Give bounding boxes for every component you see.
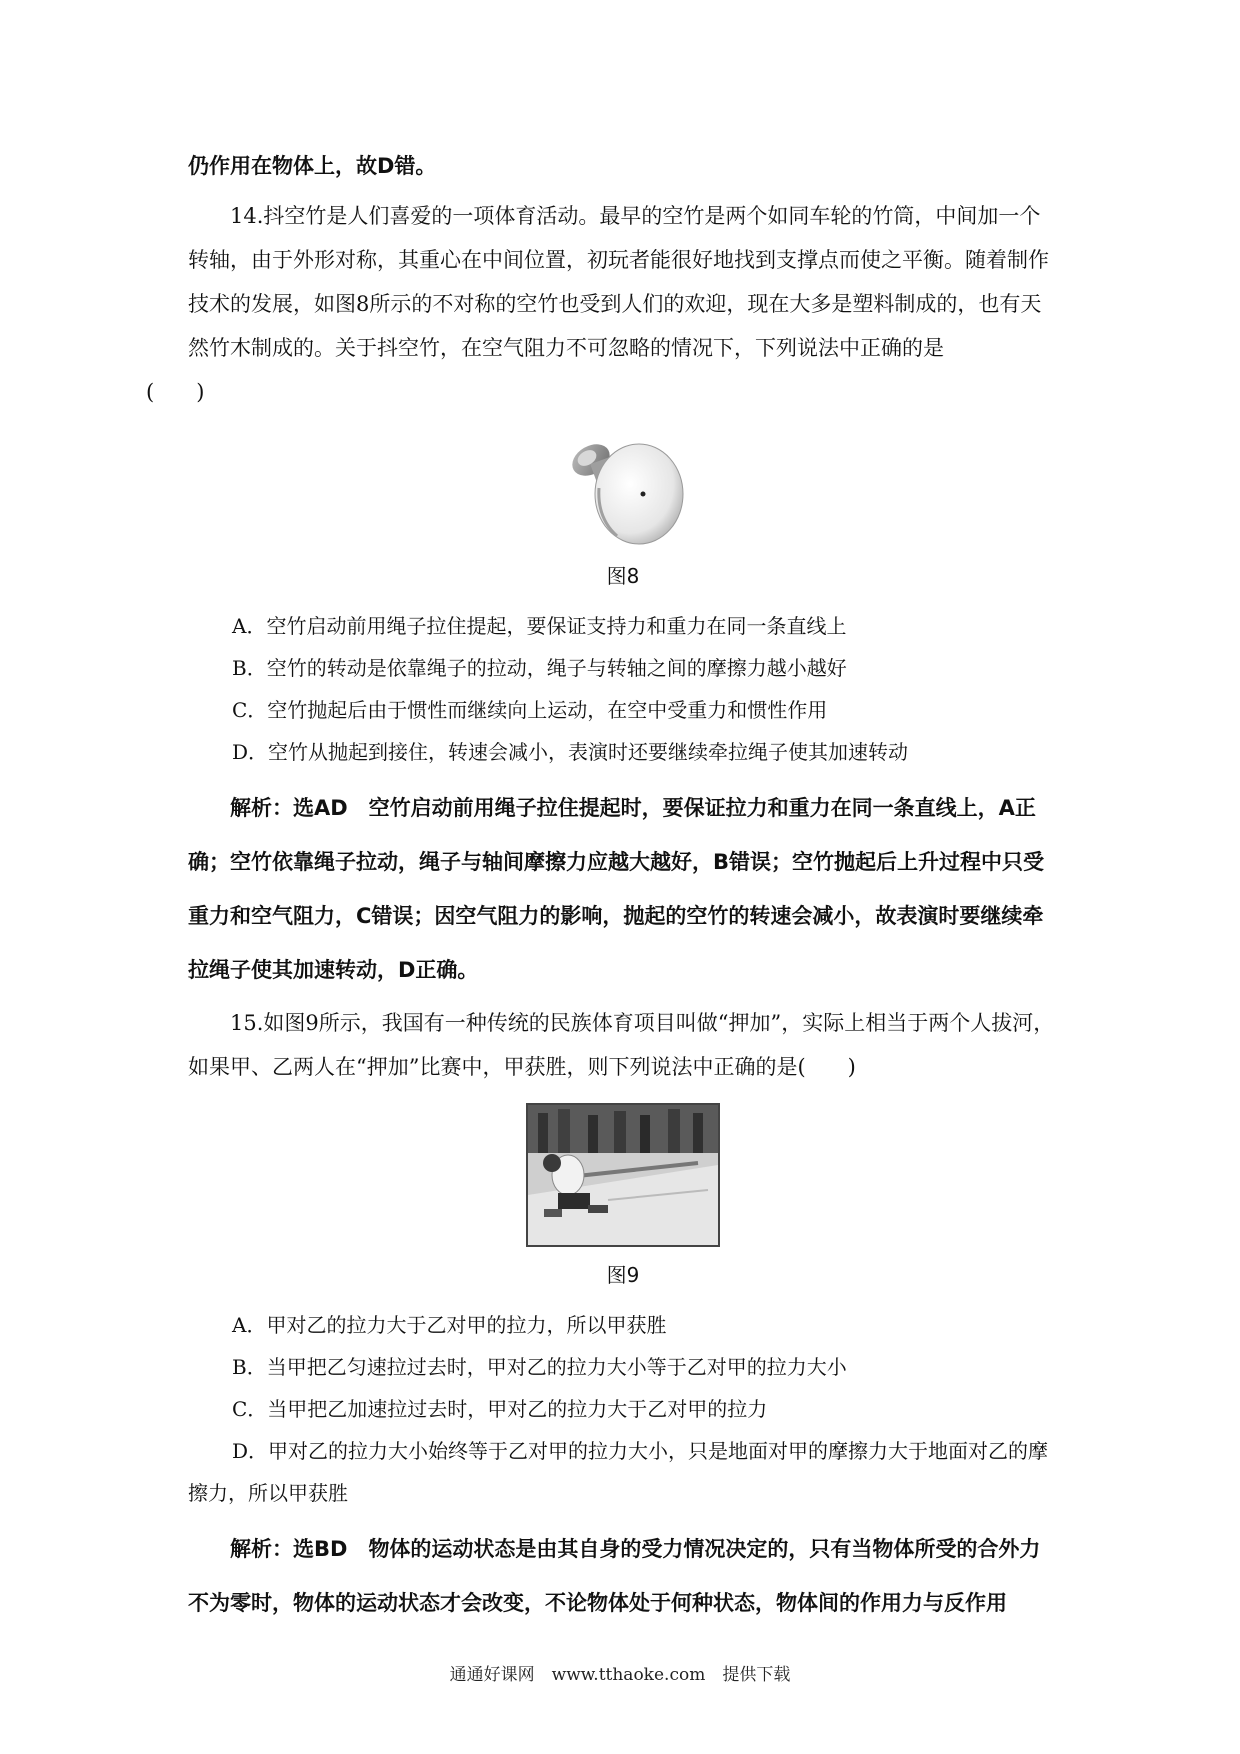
figure-9	[188, 1103, 1058, 1288]
question-14-stem-text: 14.抖空竹是人们喜爱的一项体育活动。最早的空竹是两个如同车轮的竹筒，中间加一个转轴，由于外形对称，其重心在中间位置，初玩者能很好地找到支撑点而使之平衡。随着制作技术的发展，如图8所示的不对称的空竹也受到人们的欢迎，现在大多是塑料制成的，也有天然竹木制成的。关于抖空竹，在空气阻力不可忽略的情况下，下列说法中正确的是	[188, 204, 1049, 360]
question-14-option-b: B．空竹的转动是依靠绳子的拉动，绳子与转轴之间的摩擦力越小越好	[232, 656, 847, 680]
page-footer: 通通好课网 www.tthaoke.com 提供下载	[449, 1665, 791, 1685]
question-14-option-c: C．空竹抛起后由于惯性而继续向上运动，在空中受重力和惯性作用	[232, 698, 828, 722]
figure-9-caption: 图9	[606, 1263, 640, 1287]
question-14-option-a: A．空竹启动前用绳子拉住提起，要保证支持力和重力在同一条直线上	[232, 614, 847, 638]
question-15-stem: 15.如图9所示，我国有一种传统的民族体育项目叫做“押加”，实际上相当于两个人拔河，如果甲、乙两人在“押加”比赛中，甲获胜，则下列说法中正确的是( )	[188, 1011, 1055, 1079]
yajia-photo	[526, 1103, 720, 1247]
question-15-option-d: D．甲对乙的拉力大小始终等于乙对甲的拉力大小，只是地面对甲的摩擦力大于地面对乙的摩擦力，所以甲获胜	[188, 1439, 1049, 1505]
kongzhu-image	[553, 428, 693, 548]
question-15-option-a: A．甲对乙的拉力大于乙对甲的拉力，所以甲获胜	[232, 1313, 667, 1337]
question-14-analysis: 解析：选AD 空竹启动前用绳子拉住提起时，要保证拉力和重力在同一条直线上，A正确；空竹依靠绳子拉动，绳子与轴间摩擦力应越大越好，B错误；空竹抛起后上升过程中只受重力和空气阻力，C错误；因空气阻力的影响，抛起的空竹的转速会减小，故表演时要继续牵拉绳子使其加速转动，D正确。	[188, 796, 1045, 982]
question-14-bracket: ( )	[146, 380, 205, 404]
figure-8	[188, 428, 1058, 589]
question-15-option-b: B．当甲把乙匀速拉过去时，甲对乙的拉力大小等于乙对甲的拉力大小	[232, 1355, 847, 1379]
yajia-photo-image	[528, 1105, 718, 1245]
question-15-option-c: C．当甲把乙加速拉过去时，甲对乙的拉力大于乙对甲的拉力	[232, 1397, 768, 1421]
question-15-analysis: 解析：选BD 物体的运动状态是由其自身的受力情况决定的，只有当物体所受的合外力不为零时，物体的运动状态才会改变，不论物体处于何种状态，物体间的作用力与反作用	[188, 1537, 1041, 1615]
question-14-option-d: D．空竹从抛起到接住，转速会减小，表演时还要继续牵拉绳子使其加速转动	[232, 740, 909, 764]
document-content	[146, 150, 1058, 1630]
question-15-options	[188, 1304, 1058, 1514]
continuation-line: 仍作用在物体上，故D错。	[188, 154, 437, 178]
figure-8-caption: 图8	[606, 564, 640, 588]
question-14	[146, 194, 1058, 997]
question-14-options	[188, 605, 1058, 773]
question-15	[188, 1001, 1058, 1630]
question-14-stem	[146, 194, 1058, 414]
